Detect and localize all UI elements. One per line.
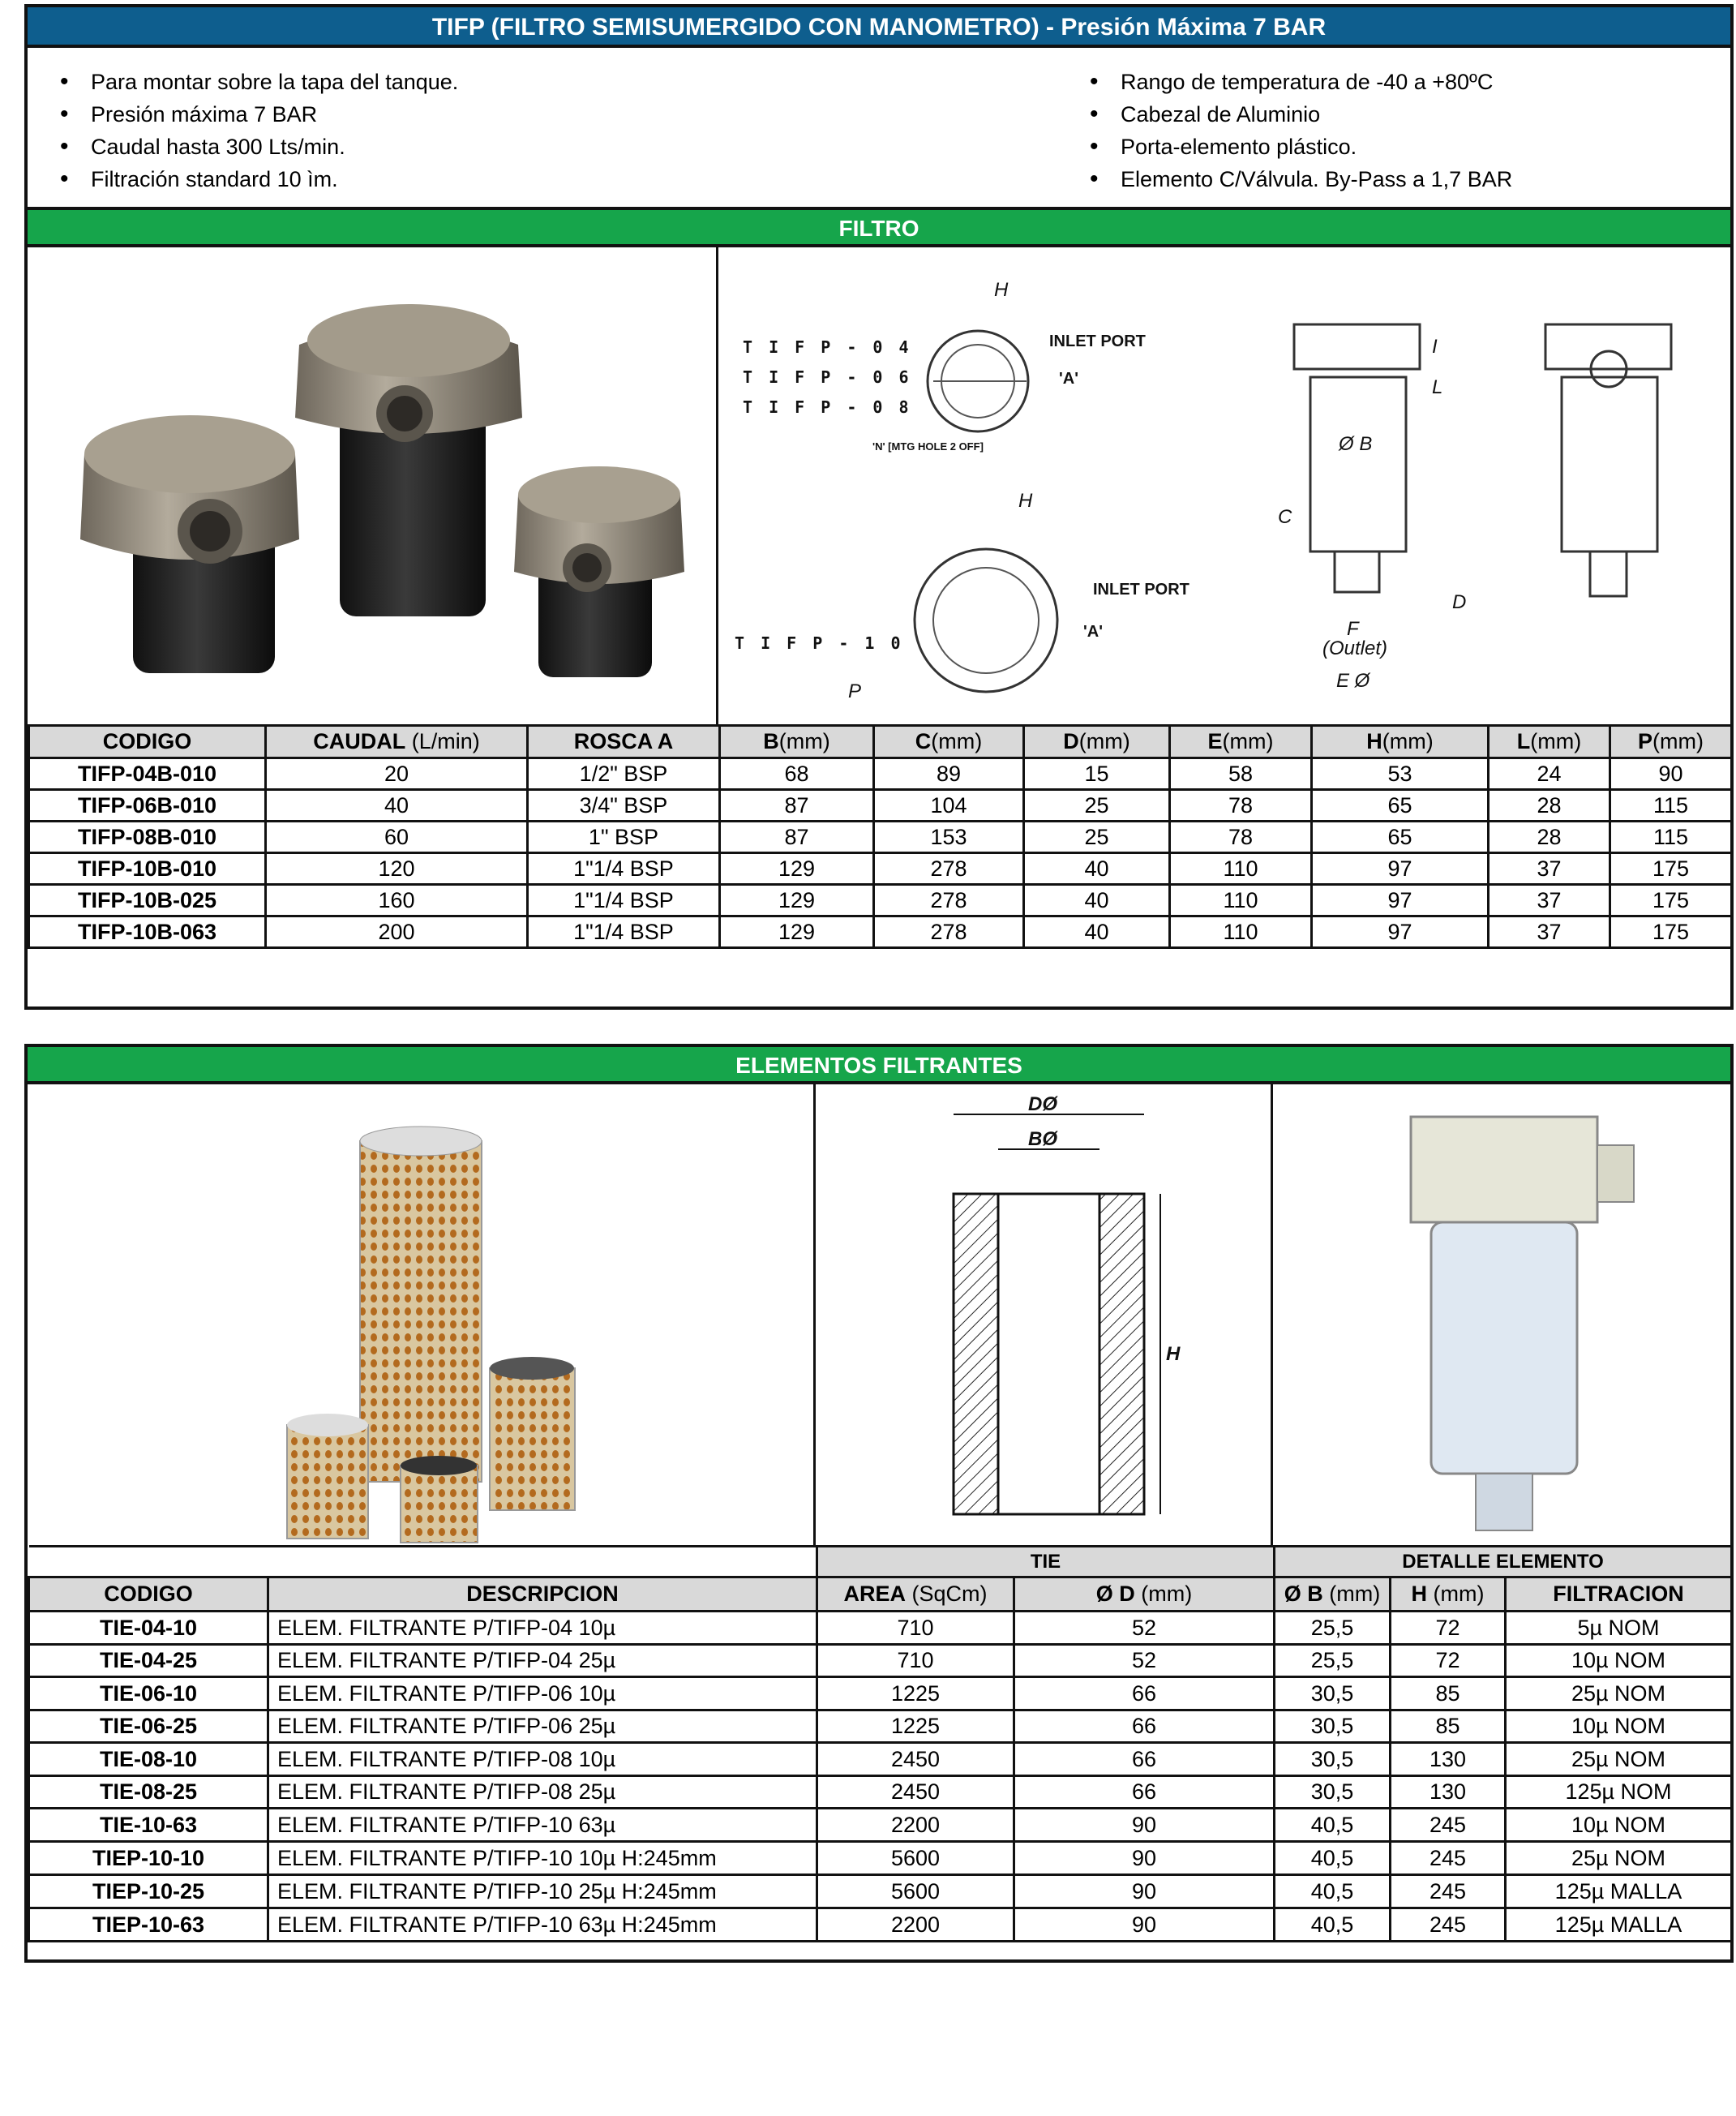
column-header: AREA (SqCm) <box>817 1577 1014 1612</box>
table-cell: TIEP-10-25 <box>29 1875 268 1908</box>
table-cell: 25 <box>1024 822 1170 853</box>
table-cell: 278 <box>874 916 1024 948</box>
filter-dimension-diagram <box>718 247 1730 724</box>
table-row <box>29 1612 1732 1645</box>
table-row <box>29 758 1732 790</box>
model-label-06: T I F P - 0 6 <box>743 367 912 387</box>
table-cell: 120 <box>266 853 528 885</box>
elementos-banner: ELEMENTOS FILTRANTES <box>28 1047 1730 1084</box>
elementos-image-row <box>28 1084 1730 1545</box>
table-cell: 28 <box>1489 790 1610 822</box>
table-cell: 90 <box>1610 758 1732 790</box>
feature-item: • Rango de temperatura de -40 a +80ºC <box>1074 66 1512 98</box>
table-cell: 72 <box>1391 1645 1506 1677</box>
table-cell: TIE-04-10 <box>29 1612 268 1645</box>
features-section <box>28 48 1730 210</box>
filter-housing-photo <box>28 247 718 724</box>
table-cell: TIE-06-25 <box>29 1710 268 1743</box>
table-cell: 1" BSP <box>528 822 720 853</box>
table-cell: 115 <box>1610 822 1732 853</box>
table-cell: 110 <box>1170 853 1312 885</box>
table-cell: ELEM. FILTRANTE P/TIFP-10 63µ H:245mm <box>268 1908 817 1942</box>
column-header: Ø D (mm) <box>1014 1577 1275 1612</box>
table-row <box>29 1809 1732 1842</box>
table-cell: 130 <box>1391 1743 1506 1776</box>
table-cell: TIFP-10B-063 <box>29 916 266 948</box>
table-cell: 25 <box>1024 790 1170 822</box>
filter-elements-photo <box>28 1084 816 1545</box>
table-row <box>29 1645 1732 1677</box>
table-cell: TIFP-08B-010 <box>29 822 266 853</box>
filtro-photo-panel <box>28 247 718 724</box>
table-cell: 130 <box>1391 1776 1506 1809</box>
table-row <box>29 1842 1732 1875</box>
table-cell: 2450 <box>817 1776 1014 1809</box>
column-header: D(mm) <box>1024 726 1170 758</box>
table-cell: 2200 <box>817 1908 1014 1942</box>
table-cell: 40,5 <box>1275 1875 1391 1908</box>
table-cell: 87 <box>720 790 874 822</box>
table-cell: 87 <box>720 822 874 853</box>
table-cell: 66 <box>1014 1776 1275 1809</box>
table-cell: TIEP-10-63 <box>29 1908 268 1942</box>
detalle-group-header: DETALLE ELEMENTO <box>1275 1547 1732 1577</box>
table-cell: 37 <box>1489 885 1610 916</box>
table-cell: 78 <box>1170 822 1312 853</box>
table-cell: 278 <box>874 885 1024 916</box>
table-cell: 97 <box>1312 853 1489 885</box>
table-cell: 97 <box>1312 916 1489 948</box>
table-row <box>29 916 1732 948</box>
filtro-block <box>24 4 1734 1010</box>
element-section-panel <box>816 1084 1273 1545</box>
feature-item: • Cabezal de Aluminio <box>1074 98 1512 131</box>
column-header: ROSCA A <box>528 726 720 758</box>
features-left-list <box>44 66 458 195</box>
inlet-port-label-bottom: INLET PORT <box>1093 581 1189 599</box>
table-cell: ELEM. FILTRANTE P/TIFP-04 10µ <box>268 1612 817 1645</box>
table-cell: 2200 <box>817 1809 1014 1842</box>
dim-l: L <box>1432 376 1443 398</box>
table-cell: 40 <box>1024 853 1170 885</box>
table-cell: 1"1/4 BSP <box>528 916 720 948</box>
table-row <box>29 1710 1732 1743</box>
table-cell: 72 <box>1391 1612 1506 1645</box>
table-cell: 60 <box>266 822 528 853</box>
table-cell: 104 <box>874 790 1024 822</box>
table-cell: 25,5 <box>1275 1645 1391 1677</box>
table-cell: ELEM. FILTRANTE P/TIFP-04 25µ <box>268 1645 817 1677</box>
filtro-image-row <box>28 247 1730 724</box>
table-cell: 25µ NOM <box>1506 1677 1732 1710</box>
filtro-diagram-panel <box>718 247 1730 724</box>
inlet-port-label-top: INLET PORT <box>1049 333 1146 350</box>
table-cell: 97 <box>1312 885 1489 916</box>
dim-d-element: DØ <box>1028 1093 1057 1115</box>
table-cell: TIE-04-25 <box>29 1645 268 1677</box>
column-header: B(mm) <box>720 726 874 758</box>
table-cell: 65 <box>1312 790 1489 822</box>
dim-f: F <box>1347 618 1359 640</box>
table-cell: 160 <box>266 885 528 916</box>
dim-i: I <box>1432 336 1438 358</box>
table-cell: TIE-10-63 <box>29 1809 268 1842</box>
table-cell: 90 <box>1014 1809 1275 1842</box>
table-cell: 125µ NOM <box>1506 1776 1732 1809</box>
table-cell: 125µ MALLA <box>1506 1875 1732 1908</box>
tie-group-header: TIE <box>817 1547 1275 1577</box>
table-cell: ELEM. FILTRANTE P/TIFP-10 63µ <box>268 1809 817 1842</box>
table-cell: 110 <box>1170 885 1312 916</box>
dim-a-top: 'A' <box>1059 370 1078 388</box>
table-cell: 710 <box>817 1612 1014 1645</box>
column-header: Ø B (mm) <box>1275 1577 1391 1612</box>
blank-group-header <box>29 1547 817 1577</box>
elementos-table <box>28 1545 1733 1942</box>
model-label-08: T I F P - 0 8 <box>743 397 912 417</box>
table-cell: 90 <box>1014 1842 1275 1875</box>
dim-h-element: H <box>1166 1343 1181 1365</box>
table-cell: 37 <box>1489 916 1610 948</box>
mtg-hole-label: 'N' [MTG HOLE 2 OFF] <box>872 440 984 453</box>
table-cell: 52 <box>1014 1612 1275 1645</box>
feature-item: • Caudal hasta 300 Lts/min. <box>44 131 458 163</box>
feature-item: • Filtración standard 10 ìm. <box>44 163 458 195</box>
table-cell: 245 <box>1391 1842 1506 1875</box>
table-cell: 25,5 <box>1275 1612 1391 1645</box>
table-cell: 66 <box>1014 1743 1275 1776</box>
table-cell: 710 <box>817 1645 1014 1677</box>
table-cell: 68 <box>720 758 874 790</box>
table-row <box>29 1677 1732 1710</box>
table-cell: TIFP-10B-025 <box>29 885 266 916</box>
column-header: P(mm) <box>1610 726 1732 758</box>
table-cell: ELEM. FILTRANTE P/TIFP-06 25µ <box>268 1710 817 1743</box>
table-cell: ELEM. FILTRANTE P/TIFP-06 10µ <box>268 1677 817 1710</box>
table-cell: ELEM. FILTRANTE P/TIFP-08 10µ <box>268 1743 817 1776</box>
table-cell: 10µ NOM <box>1506 1710 1732 1743</box>
column-header: C(mm) <box>874 726 1024 758</box>
table-row <box>29 1908 1732 1942</box>
feature-item: • Presión máxima 7 BAR <box>44 98 458 131</box>
table-cell: 10µ NOM <box>1506 1645 1732 1677</box>
table-cell: 175 <box>1610 916 1732 948</box>
table-cell: TIE-06-10 <box>29 1677 268 1710</box>
table-cell: 30,5 <box>1275 1743 1391 1776</box>
column-header: CAUDAL (L/min) <box>266 726 528 758</box>
table-cell: 20 <box>266 758 528 790</box>
column-header: H(mm) <box>1312 726 1489 758</box>
table-cell: 245 <box>1391 1908 1506 1942</box>
table-row <box>29 853 1732 885</box>
dim-b-element: BØ <box>1028 1128 1057 1150</box>
table-cell: 1"1/4 BSP <box>528 885 720 916</box>
table-cell: 1/2" BSP <box>528 758 720 790</box>
element-detail-drawing <box>1273 1084 1730 1545</box>
table-cell: 30,5 <box>1275 1776 1391 1809</box>
table-cell: 2450 <box>817 1743 1014 1776</box>
page-title: TIFP (FILTRO SEMISUMERGIDO CON MANOMETRO) - Presión Máxima 7 BAR <box>28 7 1730 48</box>
column-header: L(mm) <box>1489 726 1610 758</box>
table-cell: TIFP-04B-010 <box>29 758 266 790</box>
table-cell: 175 <box>1610 885 1732 916</box>
table-cell: 30,5 <box>1275 1710 1391 1743</box>
element-detail-panel <box>1273 1084 1730 1545</box>
table-cell: 25µ NOM <box>1506 1743 1732 1776</box>
table-cell: 129 <box>720 916 874 948</box>
table-row <box>29 1776 1732 1809</box>
column-header: CODIGO <box>29 726 266 758</box>
filtro-table <box>28 724 1733 949</box>
table-cell: 245 <box>1391 1809 1506 1842</box>
table-cell: 90 <box>1014 1908 1275 1942</box>
table-cell: 1225 <box>817 1677 1014 1710</box>
table-cell: 58 <box>1170 758 1312 790</box>
table-cell: 28 <box>1489 822 1610 853</box>
table-cell: 85 <box>1391 1710 1506 1743</box>
table-cell: 66 <box>1014 1710 1275 1743</box>
table-cell: 15 <box>1024 758 1170 790</box>
table-row <box>29 790 1732 822</box>
table-cell: 40,5 <box>1275 1842 1391 1875</box>
table-cell: 10µ NOM <box>1506 1809 1732 1842</box>
column-header: FILTRACION <box>1506 1577 1732 1612</box>
table-cell: 40 <box>1024 916 1170 948</box>
table-cell: TIE-08-25 <box>29 1776 268 1809</box>
table-cell: TIEP-10-10 <box>29 1842 268 1875</box>
table-cell: 129 <box>720 853 874 885</box>
feature-item: • Elemento C/Válvula. By-Pass a 1,7 BAR <box>1074 163 1512 195</box>
table-cell: ELEM. FILTRANTE P/TIFP-10 10µ H:245mm <box>268 1842 817 1875</box>
table-cell: 65 <box>1312 822 1489 853</box>
table-cell: 110 <box>1170 916 1312 948</box>
dim-e: E Ø <box>1336 670 1370 692</box>
table-cell: 40 <box>266 790 528 822</box>
column-header: E(mm) <box>1170 726 1312 758</box>
feature-item: • Para montar sobre la tapa del tanque. <box>44 66 458 98</box>
feature-item: • Porta-elemento plástico. <box>1074 131 1512 163</box>
elementos-photo-panel <box>28 1084 816 1545</box>
model-label-10: T I F P - 1 0 <box>735 633 904 653</box>
dim-h-bottom: H <box>1018 490 1033 512</box>
table-cell: 1"1/4 BSP <box>528 853 720 885</box>
table-cell: 25µ NOM <box>1506 1842 1732 1875</box>
table-cell: 3/4" BSP <box>528 790 720 822</box>
table-cell: 278 <box>874 853 1024 885</box>
filtro-banner: FILTRO <box>28 210 1730 247</box>
outlet-label: (Outlet) <box>1322 637 1388 659</box>
table-cell: 245 <box>1391 1875 1506 1908</box>
table-cell: 90 <box>1014 1875 1275 1908</box>
dim-a-bottom: 'A' <box>1083 623 1103 641</box>
table-cell: 115 <box>1610 790 1732 822</box>
element-section-diagram <box>816 1084 1273 1545</box>
dim-b: Ø B <box>1339 433 1373 455</box>
elementos-block <box>24 1044 1734 1963</box>
table-cell: TIFP-06B-010 <box>29 790 266 822</box>
table-cell: 125µ MALLA <box>1506 1908 1732 1942</box>
dim-d: D <box>1452 591 1467 613</box>
table-row <box>29 885 1732 916</box>
column-header: DESCRIPCION <box>268 1577 817 1612</box>
column-header: CODIGO <box>29 1577 268 1612</box>
table-row <box>29 822 1732 853</box>
model-label-04: T I F P - 0 4 <box>743 337 912 357</box>
table-cell: 5600 <box>817 1875 1014 1908</box>
table-cell: 153 <box>874 822 1024 853</box>
table-cell: ELEM. FILTRANTE P/TIFP-10 25µ H:245mm <box>268 1875 817 1908</box>
table-cell: 5600 <box>817 1842 1014 1875</box>
table-cell: 129 <box>720 885 874 916</box>
table-cell: 85 <box>1391 1677 1506 1710</box>
dim-c: C <box>1278 506 1292 528</box>
table-cell: 24 <box>1489 758 1610 790</box>
table-cell: 40,5 <box>1275 1809 1391 1842</box>
table-cell: 66 <box>1014 1677 1275 1710</box>
table-row <box>29 1743 1732 1776</box>
table-cell: 78 <box>1170 790 1312 822</box>
table-cell: 52 <box>1014 1645 1275 1677</box>
dim-h-top: H <box>994 279 1009 301</box>
table-cell: TIFP-10B-010 <box>29 853 266 885</box>
table-cell: 40 <box>1024 885 1170 916</box>
table-cell: 5µ NOM <box>1506 1612 1732 1645</box>
table-cell: 1225 <box>817 1710 1014 1743</box>
dim-p: P <box>848 680 862 702</box>
table-cell: 175 <box>1610 853 1732 885</box>
features-right-list <box>1074 66 1512 195</box>
table-cell: 89 <box>874 758 1024 790</box>
table-row <box>29 1875 1732 1908</box>
column-header: H (mm) <box>1391 1577 1506 1612</box>
table-cell: 30,5 <box>1275 1677 1391 1710</box>
table-cell: 53 <box>1312 758 1489 790</box>
table-cell: 40,5 <box>1275 1908 1391 1942</box>
table-cell: 37 <box>1489 853 1610 885</box>
table-cell: 200 <box>266 916 528 948</box>
table-cell: ELEM. FILTRANTE P/TIFP-08 25µ <box>268 1776 817 1809</box>
table-cell: TIE-08-10 <box>29 1743 268 1776</box>
